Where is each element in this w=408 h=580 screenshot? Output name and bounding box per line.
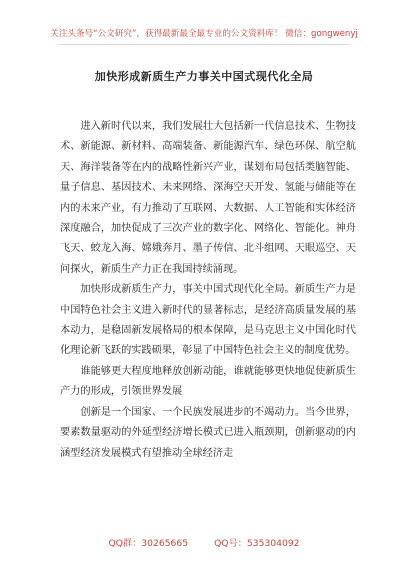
footer-qq-number: QQ号：535304092	[214, 538, 300, 549]
header-divider	[58, 44, 350, 45]
document-title: 加快形成新质生产力事关中国式现代化全局	[94, 70, 314, 83]
header-promo-note: 关注头条号“公文研究”，获得最新最全最专业的公文资料库！ 微信：gongwenyj	[50, 29, 358, 39]
body-paragraph-1: 进入新时代以来，我们发展壮大包括新一代信息技术、生物技术、新能源、新材料、高端装备、新能源汽车、绿色环保、航空航天、海洋装备等在内的战略性新兴产业，谋划布局包括类脑智能、量子信息、基因技术、未来网络、深海空天开发、氢能与储能等在内的未来产业，有力推动了互联网、大数据、人工智能和实体经济深度融合，加快促成了三次产业的数字化、网络化、智能化。神舟飞天、蛟龙入海、嫦娥奔月、墨子传信、北斗组网、天眼巡空、天问探火，新质生产力正在我国持续涌现。	[60, 121, 356, 275]
body-paragraph-2: 加快形成新质生产力，事关中国式现代化全局。新质生产力是中国特色社会主义进入新时代的显著标志，是经济高质量发展的基本动力，是稳固新发展格局的根本保障，是马克思主义中国化时代化理论新飞跃的实践硕果，彰显了中国特色社会主义的制度优势。	[60, 284, 356, 357]
footer-contact	[0, 535, 408, 549]
body-paragraph-4: 创新是一个国家、一个民族发展进步的不竭动力。当今世界，要素数量驱动的外延型经济增长模式已进入瓶颈期，创新驱动的内涵型经济发展模式有望推动全球经济走	[60, 406, 356, 459]
footer-qq-group: QQ群：30265665	[108, 538, 189, 549]
body-paragraph-3: 谁能够更大程度地释放创新动能，谁就能够更快地促使新质生产力的形成，引领世界发展	[60, 365, 356, 398]
document-body	[60, 117, 356, 464]
